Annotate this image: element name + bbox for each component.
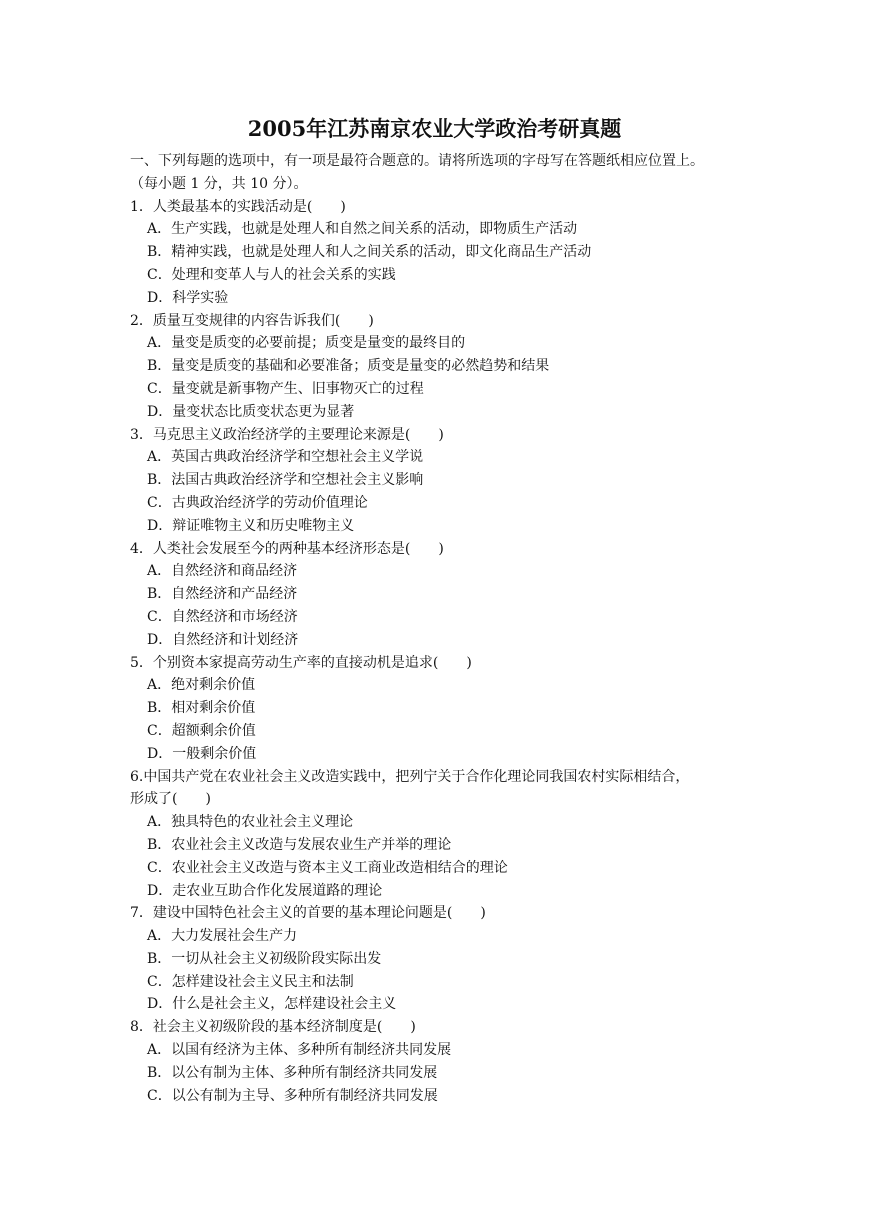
question-stem: 8．社会主义初级阶段的基本经济制度是( )	[130, 1019, 416, 1036]
option-b: B．农业社会主义改造与发展农业生产并举的理论	[147, 836, 452, 853]
option-a: A．大力发展社会生产力	[147, 928, 298, 945]
question-6	[130, 766, 750, 903]
option-b: B．法国古典政治经济学和空想社会主义影响	[147, 472, 424, 489]
option-b: B．相对剩余价值	[147, 700, 256, 717]
option-d: D．一般剩余价值	[147, 745, 257, 762]
option-a: A．自然经济和商品经济	[147, 563, 298, 580]
option-b: B．精神实践，也就是处理人和人之间关系的活动，即文化商品生产活动	[147, 244, 592, 261]
question-8	[130, 1016, 750, 1107]
question-stem: 4．人类社会发展至今的两种基本经济形态是( )	[130, 540, 444, 557]
option-a: A．以国有经济为主体、多种所有制经济共同发展	[147, 1042, 452, 1059]
question-7	[130, 902, 750, 1016]
option-a: A．绝对剩余价值	[147, 677, 256, 694]
option-d: D．什么是社会主义，怎样建设社会主义	[147, 996, 397, 1013]
option-b: B．以公有制为主体、多种所有制经济共同发展	[147, 1064, 438, 1081]
option-d: D．走农业互助合作化发展道路的理论	[147, 882, 383, 899]
question-2	[130, 310, 750, 424]
question-stem: 6.中国共产党在农业社会主义改造实践中，把列宁关于合作化理论同我国农村实际相结合，	[130, 768, 690, 785]
question-3	[130, 424, 750, 538]
option-a: A．英国古典政治经济学和空想社会主义学说	[147, 449, 424, 466]
option-d: D．科学实验	[147, 289, 229, 306]
document-title: 2005年江苏南京农业大学政治考研真题	[247, 116, 622, 141]
option-c: C．古典政治经济学的劳动价值理论	[147, 494, 368, 511]
question-stem: 7．建设中国特色社会主义的首要的基本理论问题是( )	[130, 905, 486, 922]
option-c: C．自然经济和市场经济	[147, 608, 298, 625]
instructions-line-1: 一、下列每题的选项中，有一项是最符合题意的。请将所选项的字母写在答题纸相应位置上。	[130, 153, 704, 169]
option-b: B．自然经济和产品经济	[147, 586, 298, 603]
option-d: D．量变状态比质变状态更为显著	[147, 403, 355, 420]
option-c: C．量变就是新事物产生、旧事物灭亡的过程	[147, 380, 424, 397]
option-b: B．量变是质变的基础和必要准备；质变是量变的必然趋势和结果	[147, 358, 550, 375]
option-a: A．量变是质变的必要前提；质变是量变的最终目的	[147, 335, 466, 352]
option-c: C．农业社会主义改造与资本主义工商业改造相结合的理论	[147, 859, 508, 876]
question-1	[130, 196, 750, 310]
question-stem: 2．质量互变规律的内容告诉我们( )	[130, 312, 374, 329]
question-stem-continued: 形成了( )	[130, 791, 211, 808]
question-stem: 1．人类最基本的实践活动是( )	[130, 198, 346, 215]
option-d: D．辩证唯物主义和历史唯物主义	[147, 517, 355, 534]
option-d: D．自然经济和计划经济	[147, 631, 299, 648]
question-stem: 5．个别资本家提高劳动生产率的直接动机是追求( )	[130, 654, 472, 671]
question-5	[130, 652, 750, 766]
document-body	[130, 150, 750, 1107]
option-a: A．独具特色的农业社会主义理论	[147, 814, 354, 831]
option-b: B．一切从社会主义初级阶段实际出发	[147, 950, 382, 967]
option-a: A．生产实践，也就是处理人和自然之间关系的活动，即物质生产活动	[147, 221, 578, 238]
instructions-line-2: （每小题 1 分，共 10 分）。	[130, 175, 308, 192]
option-c: C．以公有制为主导、多种所有制经济共同发展	[147, 1087, 438, 1104]
question-stem: 3．马克思主义政治经济学的主要理论来源是( )	[130, 426, 444, 443]
question-4	[130, 538, 750, 652]
option-c: C．超额剩余价值	[147, 722, 256, 739]
option-c: C．处理和变革人与人的社会关系的实践	[147, 266, 396, 283]
option-c: C．怎样建设社会主义民主和法制	[147, 973, 354, 990]
